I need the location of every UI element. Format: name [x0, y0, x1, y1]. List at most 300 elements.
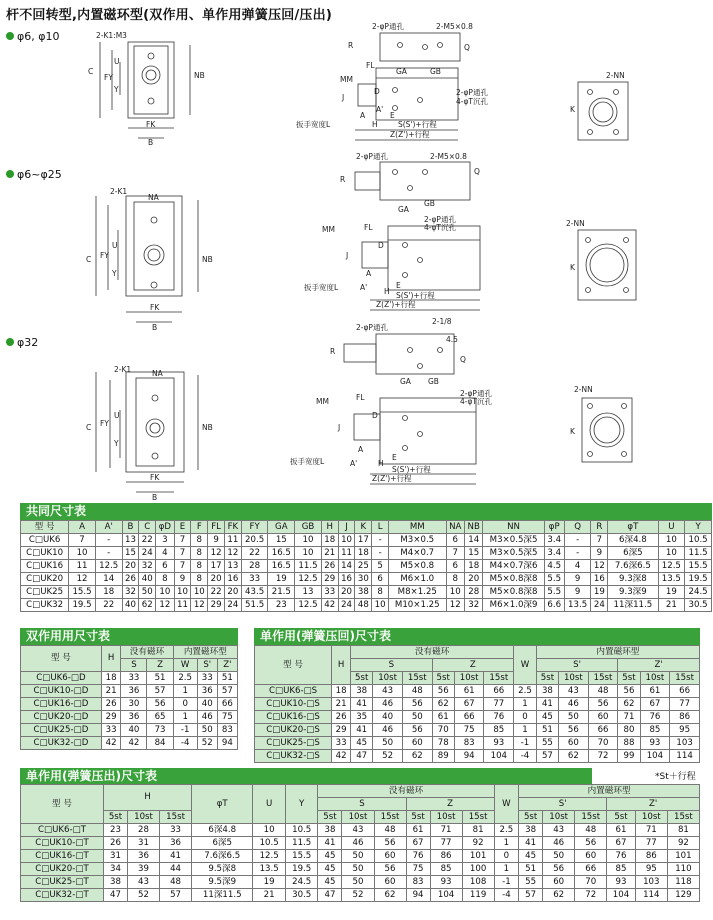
table-cell: 8: [191, 534, 208, 547]
table-cell: 50: [373, 737, 403, 750]
table-row: [21, 876, 700, 889]
table-cell: -: [372, 547, 389, 560]
table-cell: 48: [355, 599, 372, 612]
table-cell: 6深4.8: [608, 534, 658, 547]
single-extend-table: [20, 784, 700, 902]
table-cell: 50: [342, 863, 374, 876]
table-cell: 61: [454, 685, 484, 698]
svg-text:2-NN: 2-NN: [566, 219, 585, 228]
table-cell: 48: [402, 685, 432, 698]
table-cell: 3.4: [544, 547, 564, 560]
svg-text:U: U: [112, 241, 118, 250]
svg-text:4-φT沉孔: 4-φT沉孔: [460, 397, 493, 406]
table-cell: 5.5: [544, 573, 564, 586]
table-header-cell: Y: [685, 521, 712, 534]
table-cell: -4: [173, 737, 197, 750]
table-cell: 20.5: [241, 534, 268, 547]
table-cell: M10×1.25: [389, 599, 446, 612]
table-cell: M3×0.5深5: [483, 547, 544, 560]
table-cell: 30.5: [285, 889, 318, 902]
table-cell: 12.5: [95, 560, 122, 573]
stroke-header-cell: 10st: [342, 811, 374, 824]
table-cell: M6×1.0: [389, 573, 446, 586]
table-cell: 62: [139, 599, 156, 612]
table-cell: 21: [253, 889, 286, 902]
table-cell: 7: [591, 534, 608, 547]
table-cell: 18: [355, 547, 372, 560]
model-cell: C□UK20-□T: [21, 863, 104, 876]
table-cell: 77: [670, 698, 700, 711]
svg-text:GB: GB: [428, 377, 439, 386]
table-header-cell: F: [191, 521, 208, 534]
stroke-header-cell: 15st: [575, 811, 607, 824]
table-cell: 72: [575, 889, 607, 902]
table-cell: 48: [588, 685, 618, 698]
table-cell: 25: [355, 560, 372, 573]
table-cell: 36: [121, 685, 147, 698]
svg-text:FY: FY: [100, 251, 109, 260]
svg-text:扳手宽度L: 扳手宽度L: [290, 457, 325, 466]
table-cell: 47: [351, 750, 373, 763]
table-cell: M6×1.0深9: [483, 599, 544, 612]
table-cell: 11.5: [295, 560, 322, 573]
table-cell: 60: [588, 711, 618, 724]
table-cell: 62: [374, 889, 406, 902]
table-cell: 20: [208, 573, 225, 586]
svg-text:GA: GA: [400, 377, 411, 386]
table-header-cell: H: [321, 521, 338, 534]
table-cell: 31: [128, 837, 160, 850]
svg-text:2-M5×0.8: 2-M5×0.8: [436, 22, 473, 31]
table-row: [255, 685, 700, 698]
table-cell: 114: [670, 750, 700, 763]
table-cell: 11深11.5: [192, 889, 253, 902]
svg-text:FL: FL: [364, 223, 373, 232]
header-z: Z: [406, 798, 494, 811]
table-cell: 17: [208, 560, 225, 573]
svg-text:C: C: [86, 423, 92, 432]
table-cell: 40: [373, 711, 403, 724]
stroke-note: *St＋行程: [655, 772, 696, 782]
table-cell: -: [95, 547, 122, 560]
table-cell: 62: [559, 750, 589, 763]
svg-text:C: C: [86, 255, 92, 264]
svg-text:S(S')+行程: S(S')+行程: [392, 465, 431, 474]
table-cell: 24: [338, 599, 355, 612]
svg-text:U: U: [114, 411, 120, 420]
table-cell: 71: [618, 711, 640, 724]
table-cell: 57: [519, 889, 543, 902]
table-cell: 12.5: [658, 560, 685, 573]
table-cell: 22: [241, 547, 268, 560]
table-cell: 30: [121, 698, 147, 711]
table-cell: 7.6深6.5: [608, 560, 658, 573]
table-cell: 85: [484, 724, 514, 737]
table-cell: 33: [197, 672, 217, 685]
table-cell: 12: [591, 560, 608, 573]
table-cell: 38: [351, 685, 373, 698]
table-cell: 42: [332, 750, 351, 763]
table-cell: 50: [139, 586, 156, 599]
header-no-magnet: 没有磁环: [121, 646, 173, 659]
table-header-row: [21, 521, 712, 534]
table-cell: 26: [101, 698, 120, 711]
svg-text:NB: NB: [202, 255, 213, 264]
table-row: [21, 698, 238, 711]
table-cell: 6.6: [544, 599, 564, 612]
table-cell: 7: [174, 534, 191, 547]
table-cell: M3×0.5深5: [483, 534, 544, 547]
table-cell: 60: [402, 737, 432, 750]
table-cell: -: [564, 534, 591, 547]
stroke-header-cell: 5st: [406, 811, 430, 824]
table-cell: 15.5: [69, 586, 96, 599]
table-cell: 78: [432, 737, 454, 750]
header-no-magnet: 没有磁环: [318, 785, 494, 798]
model-cell: C□UK20-□S: [255, 724, 332, 737]
table-cell: 32: [122, 586, 139, 599]
table-cell: 33: [241, 573, 268, 586]
stroke-header-cell: 15st: [484, 672, 514, 685]
table-cell: 75: [217, 711, 237, 724]
table-cell: 100: [462, 863, 494, 876]
table-cell: 9.3深8: [608, 573, 658, 586]
table-cell: 21: [101, 685, 120, 698]
table-row: [21, 672, 238, 685]
table-cell: 50: [197, 724, 217, 737]
table-cell: 76: [607, 850, 636, 863]
table-cell: 73: [147, 724, 173, 737]
header-z-prime: Z': [607, 798, 700, 811]
svg-text:FL: FL: [356, 393, 365, 402]
table-cell: 0: [494, 850, 519, 863]
table-cell: 70: [575, 876, 607, 889]
table-cell: 45: [318, 876, 342, 889]
table-cell: M5×0.8深8: [483, 573, 544, 586]
table-row: [21, 560, 712, 573]
table-cell: 104: [640, 750, 670, 763]
table-cell: 119: [462, 889, 494, 902]
table-cell: 12: [191, 599, 208, 612]
stroke-header-cell: 10st: [430, 811, 462, 824]
table-cell: 50: [342, 850, 374, 863]
table-cell: 33: [321, 586, 338, 599]
table-cell: 52: [128, 889, 160, 902]
table-cell: 57: [217, 685, 237, 698]
table-cell: 9: [564, 573, 591, 586]
table-cell: 32: [464, 599, 482, 612]
table-cell: 26: [122, 573, 139, 586]
stroke-header-cell: 5st: [519, 811, 543, 824]
svg-text:D: D: [372, 411, 378, 420]
table-row: [255, 711, 700, 724]
table-cell: 42: [121, 737, 147, 750]
table-cell: 9: [564, 586, 591, 599]
table-cell: 16.5: [268, 547, 295, 560]
table-cell: 9: [174, 573, 191, 586]
table-cell: 60: [374, 876, 406, 889]
table-cell: M4×0.7: [389, 547, 446, 560]
svg-text:NB: NB: [202, 423, 213, 432]
table-cell: 12.5: [253, 850, 286, 863]
table-cell: 76: [640, 711, 670, 724]
table-cell: 29: [332, 724, 351, 737]
table-header-cell: GB: [295, 521, 322, 534]
table-header-cell: FL: [208, 521, 225, 534]
table-cell: 51: [519, 863, 543, 876]
table-cell: 83: [217, 724, 237, 737]
svg-text:A: A: [360, 111, 366, 120]
table-cell: 65: [147, 711, 173, 724]
svg-text:2-φP通孔: 2-φP通孔: [456, 88, 488, 97]
table-cell: 21: [332, 698, 351, 711]
table-cell: 11: [224, 534, 241, 547]
header-z: Z: [147, 659, 173, 672]
model-cell: C□UK32: [21, 599, 69, 612]
model-cell: C□UK25-□T: [21, 876, 104, 889]
table-cell: 56: [374, 837, 406, 850]
model-cell: C□UK25-□D: [21, 724, 102, 737]
table-header-cell: φD: [156, 521, 174, 534]
table-cell: 51: [217, 672, 237, 685]
table-cell: 10: [446, 586, 464, 599]
table-cell: 77: [430, 837, 462, 850]
table-cell: 76: [484, 711, 514, 724]
table-cell: 33: [121, 672, 147, 685]
table-cell: 60: [575, 850, 607, 863]
table-cell: 101: [667, 850, 699, 863]
svg-text:K: K: [570, 105, 575, 114]
table-cell: 114: [635, 889, 667, 902]
table-cell: 6: [372, 573, 389, 586]
table-cell: 1: [173, 685, 197, 698]
table-cell: 52: [373, 750, 403, 763]
table-cell: 15: [268, 534, 295, 547]
table-cell: 62: [543, 889, 575, 902]
table-cell: 6深4.8: [192, 824, 253, 837]
table-cell: 47: [318, 889, 342, 902]
table-cell: 52: [342, 889, 374, 902]
table-cell: 22: [95, 599, 122, 612]
table-cell: 22: [139, 534, 156, 547]
table-cell: 45: [318, 850, 342, 863]
table-cell: 41: [318, 837, 342, 850]
model-cell: C□UK32-□D: [21, 737, 102, 750]
table-cell: 10.5: [685, 534, 712, 547]
table-cell: 56: [575, 837, 607, 850]
table-cell: 18: [95, 586, 122, 599]
table-cell: 11深11.5: [608, 599, 658, 612]
table-cell: 8: [372, 586, 389, 599]
table-cell: 17: [355, 534, 372, 547]
svg-text:2-φP通孔: 2-φP通孔: [356, 323, 388, 332]
table-header-cell: φP: [544, 521, 564, 534]
svg-text:2-φP通孔: 2-φP通孔: [372, 22, 404, 31]
table-cell: 85: [607, 863, 636, 876]
table-cell: 20: [122, 560, 139, 573]
table-cell: 61: [406, 824, 430, 837]
table-cell: 12: [446, 599, 464, 612]
svg-text:GA: GA: [396, 67, 407, 76]
table-cell: 34: [104, 863, 128, 876]
table-cell: 104: [484, 750, 514, 763]
table-cell: 56: [559, 724, 589, 737]
table-cell: 86: [670, 711, 700, 724]
table-cell: 51.5: [241, 599, 268, 612]
table-cell: 26: [332, 711, 351, 724]
table-cell: 20: [464, 573, 482, 586]
svg-text:4-φT沉孔: 4-φT沉孔: [456, 97, 489, 106]
model-cell: C□UK6: [21, 534, 69, 547]
table-cell: 71: [430, 824, 462, 837]
header-z: Z: [432, 659, 514, 672]
header-s: S: [351, 659, 433, 672]
svg-text:S(S')+行程: S(S')+行程: [398, 120, 437, 129]
stroke-header-cell: 10st: [640, 672, 670, 685]
table-cell: 67: [406, 837, 430, 850]
header-magnet: 内置磁环型: [536, 646, 699, 659]
table-cell: 50: [342, 876, 374, 889]
table-cell: 52: [197, 737, 217, 750]
table-row: [21, 685, 238, 698]
table-row: [21, 837, 700, 850]
table-cell: 13: [295, 586, 322, 599]
table-row: [21, 599, 712, 612]
table-cell: M4×0.7深6: [483, 560, 544, 573]
table-cell: 40: [139, 573, 156, 586]
svg-text:H: H: [372, 120, 378, 129]
table-cell: 38: [104, 876, 128, 889]
svg-text:MM: MM: [340, 75, 353, 84]
table-cell: 2.5: [173, 672, 197, 685]
table-cell: 38: [536, 685, 558, 698]
table-cell: 18: [332, 685, 351, 698]
svg-text:Q: Q: [460, 355, 466, 364]
table-cell: 101: [462, 850, 494, 863]
svg-text:2-1/8: 2-1/8: [432, 317, 452, 326]
table-cell: 21.5: [268, 586, 295, 599]
table-cell: 1: [494, 837, 519, 850]
table-cell: 41: [351, 724, 373, 737]
table-cell: 56: [543, 863, 575, 876]
header-model: 型 号: [255, 646, 332, 685]
table-row: [21, 863, 700, 876]
table-header-cell: FY: [241, 521, 268, 534]
table-cell: 108: [462, 876, 494, 889]
table-row: [255, 750, 700, 763]
table-cell: 10: [69, 547, 96, 560]
table-cell: 36: [160, 837, 192, 850]
table-cell: 38: [519, 824, 543, 837]
svg-text:FK: FK: [146, 120, 156, 129]
table-cell: 80: [618, 724, 640, 737]
svg-text:Q: Q: [474, 167, 480, 176]
header-magnet: 内置磁环型: [519, 785, 700, 798]
svg-text:2-NN: 2-NN: [574, 385, 593, 394]
header-no-magnet: 没有磁环: [351, 646, 514, 659]
table-cell: 10: [372, 599, 389, 612]
table-cell: 9.5深9: [192, 876, 253, 889]
table-cell: 28: [128, 824, 160, 837]
table-cell: 10.5: [253, 837, 286, 850]
model-cell: C□UK25: [21, 586, 69, 599]
table-cell: 43: [128, 876, 160, 889]
stroke-header-cell: 15st: [402, 672, 432, 685]
table-cell: 56: [374, 863, 406, 876]
table-cell: -: [564, 547, 591, 560]
svg-text:NA: NA: [148, 193, 159, 202]
table-cell: -4: [494, 889, 519, 902]
table-cell: M3×0.5: [389, 534, 446, 547]
header-s-prime: S': [197, 659, 217, 672]
table-cell: 7: [446, 547, 464, 560]
header-h: H: [104, 785, 192, 811]
table-cell: 10: [295, 534, 322, 547]
table-cell: 46: [559, 698, 589, 711]
table-header-cell: E: [174, 521, 191, 534]
table-cell: 83: [406, 876, 430, 889]
table-cell: 43.5: [241, 586, 268, 599]
table-cell: 8: [156, 573, 174, 586]
svg-text:J: J: [342, 93, 345, 102]
table-cell: 103: [635, 876, 667, 889]
svg-text:S(S')+行程: S(S')+行程: [396, 291, 435, 300]
table-cell: 9: [208, 534, 225, 547]
table-cell: 92: [462, 837, 494, 850]
model-cell: C□UK16-□D: [21, 698, 102, 711]
table-cell: 45: [318, 863, 342, 876]
svg-text:FK: FK: [150, 473, 160, 482]
table-row: [255, 737, 700, 750]
svg-text:FY: FY: [100, 419, 109, 428]
table-cell: 8: [191, 560, 208, 573]
stroke-header-cell: 5st: [351, 672, 373, 685]
table-cell: 118: [667, 876, 699, 889]
table-cell: 29: [101, 711, 120, 724]
table-cell: 13.5: [253, 863, 286, 876]
table-cell: 19: [268, 573, 295, 586]
table-cell: 6: [446, 534, 464, 547]
model-cell: C□UK32-□S: [255, 750, 332, 763]
table-cell: 85: [640, 724, 670, 737]
table-cell: 12: [69, 573, 96, 586]
table-cell: 29: [321, 573, 338, 586]
stroke-header-cell: 5st: [104, 811, 128, 824]
table-cell: 40: [121, 724, 147, 737]
table-cell: 19: [591, 586, 608, 599]
svg-text:FK: FK: [150, 303, 160, 312]
svg-text:E: E: [390, 111, 395, 120]
table-cell: 8: [191, 547, 208, 560]
table-header-cell: A': [95, 521, 122, 534]
stroke-header-cell: 10st: [559, 672, 589, 685]
table-cell: 47: [104, 889, 128, 902]
table-cell: 56: [402, 698, 432, 711]
table-cell: 48: [374, 824, 406, 837]
header-u: U: [253, 785, 286, 824]
table-cell: 76: [406, 850, 430, 863]
table-cell: 86: [430, 850, 462, 863]
table-cell: 83: [454, 737, 484, 750]
svg-text:H: H: [378, 459, 384, 468]
svg-text:2-φP通孔: 2-φP通孔: [424, 215, 456, 224]
header-s-prime: S': [519, 798, 607, 811]
page-title: 杆不回转型,内置磁环型(双作用、单作用弹簧压回/压出): [6, 8, 332, 23]
section-label-phi6-10: φ6, φ10: [6, 30, 60, 43]
table-cell: -4: [514, 750, 537, 763]
table-cell: 36: [128, 850, 160, 863]
table-cell: 43: [543, 824, 575, 837]
